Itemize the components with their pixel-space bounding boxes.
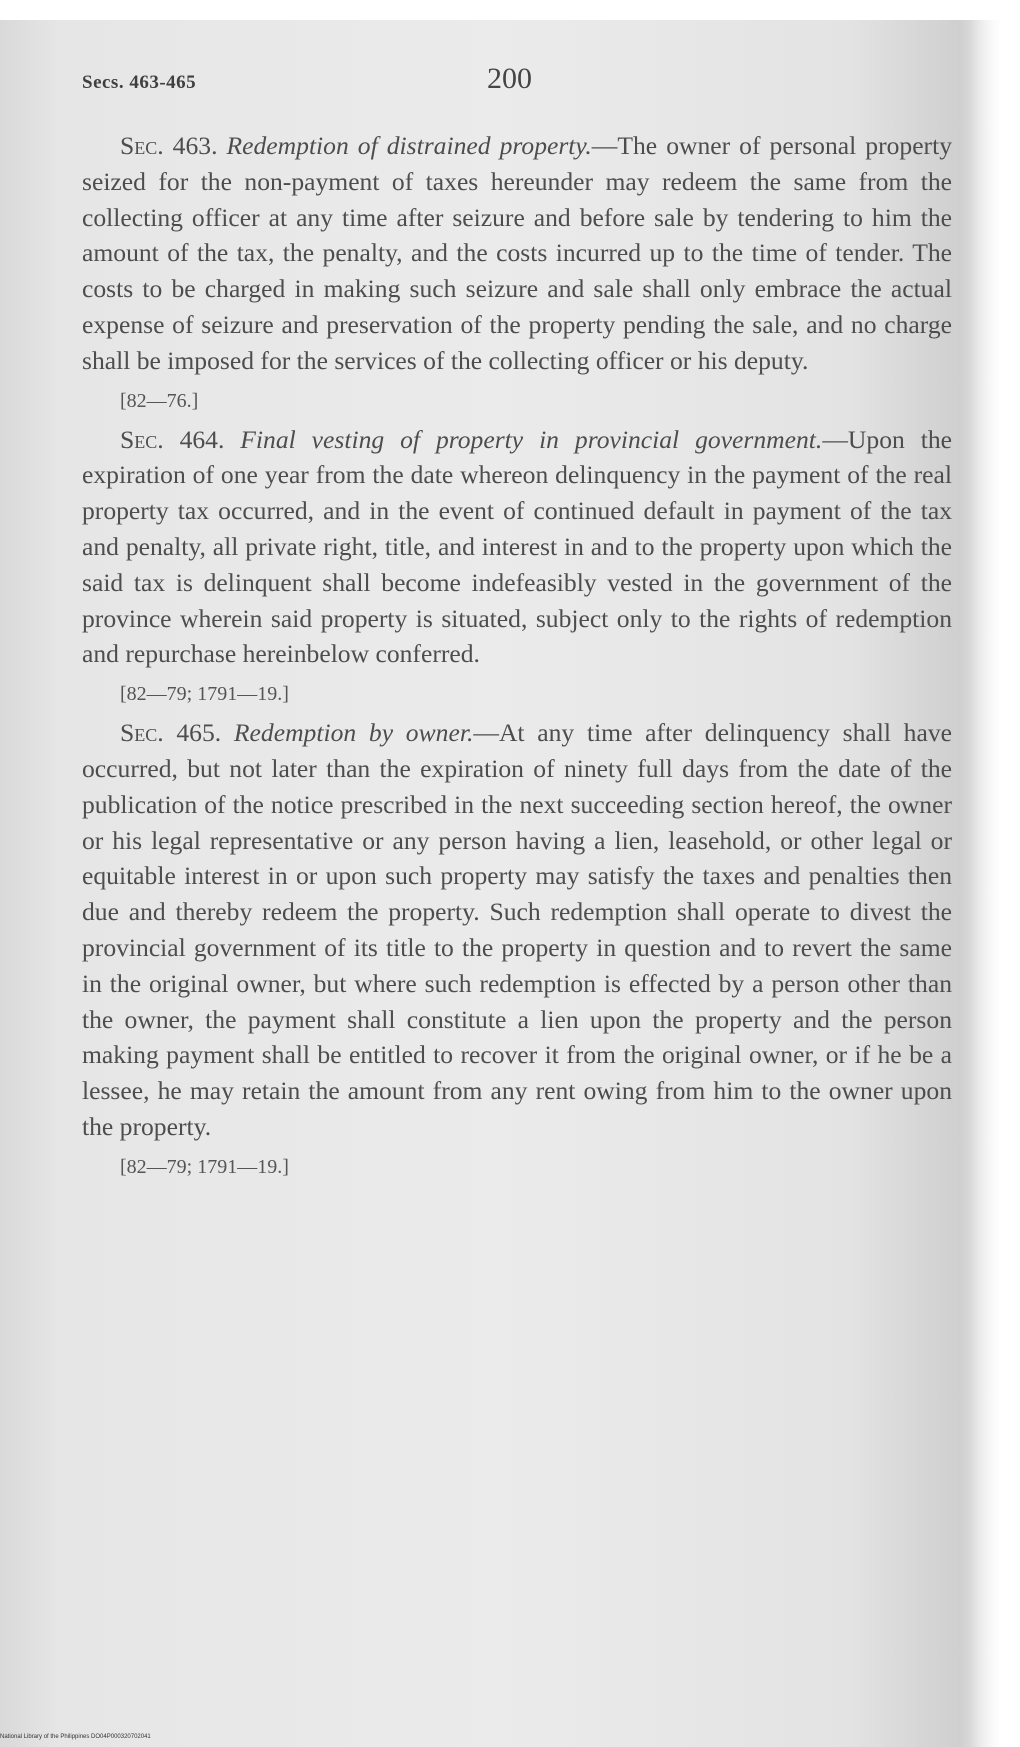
running-head bbox=[82, 62, 842, 102]
body-text bbox=[82, 128, 952, 1188]
section-citation: [82—79; 1791—19.] bbox=[120, 1155, 289, 1178]
source-footer-note: National Library of the Philippines DO04P000320702041 bbox=[0, 1734, 151, 1740]
section-label: Sec. 463. bbox=[120, 131, 218, 160]
page-number: 200 bbox=[487, 62, 532, 95]
section-range-heading: Secs. 463-465 bbox=[82, 72, 197, 93]
section-text: —The owner of personal property seized for the non-payment of taxes hereunder may redeem the same from the collecting officer at any time after seizure and before sale by tendering to him the amount of the tax, the penalty, and the costs incurred up to the time of tender. The costs to be charged in making such seizure and sale shall only embrace the actual expense of seizure and preservation of the property pending the sale, and no charge shall be imposed for the services of the collecting officer or his deputy. bbox=[82, 131, 952, 375]
section-title: Final vesting of property in provincial government. bbox=[240, 424, 823, 454]
section-label: Sec. 465. bbox=[120, 718, 222, 748]
section-label: Sec. 464. bbox=[120, 424, 225, 454]
section-464 bbox=[82, 422, 952, 673]
section-citation: [82—76.] bbox=[120, 389, 199, 412]
section-text: —At any time after delinquency shall have occurred, but not later than the expiration of ninety full days from the date of the publication of the notice prescribed in the next succeeding section hereof, the owner or his legal representative or any person having a lien, leasehold, or other legal or equitable interest in or upon such property may satisfy the taxes and penalties then due and thereby redeem the property. Such redemption shall operate to divest the provincial government of its title to the property in question and to revert the same in the original owner, but where such redemption is effected by a person other than the owner, the payment shall constitute a lien upon the property and the person making payment shall be entitled to recover it from the original owner, or if he be a lessee, he may retain the amount from any rent owing from him to the owner upon the property. bbox=[82, 718, 952, 1141]
section-citation: [82—79; 1791—19.] bbox=[120, 683, 289, 706]
section-title: Redemption of distrained property. bbox=[226, 131, 592, 160]
section-465 bbox=[82, 715, 952, 1145]
section-title: Redemption by owner. bbox=[233, 718, 474, 748]
page-edge-shadow bbox=[970, 20, 1000, 1747]
section-text: —Upon the expiration of one year from the date whereon delinquency in the payment of the real property tax occurred, and in the event of continued default in payment of the tax and penalty, all private right, title, and interest in and to the property upon which the said tax is delinquent shall become indefeasibly vested in the government of the province wherein said property is situated, subject only to the rights of redemption and repurchase hereinbelow conferred. bbox=[82, 424, 952, 669]
section-463 bbox=[82, 128, 952, 379]
